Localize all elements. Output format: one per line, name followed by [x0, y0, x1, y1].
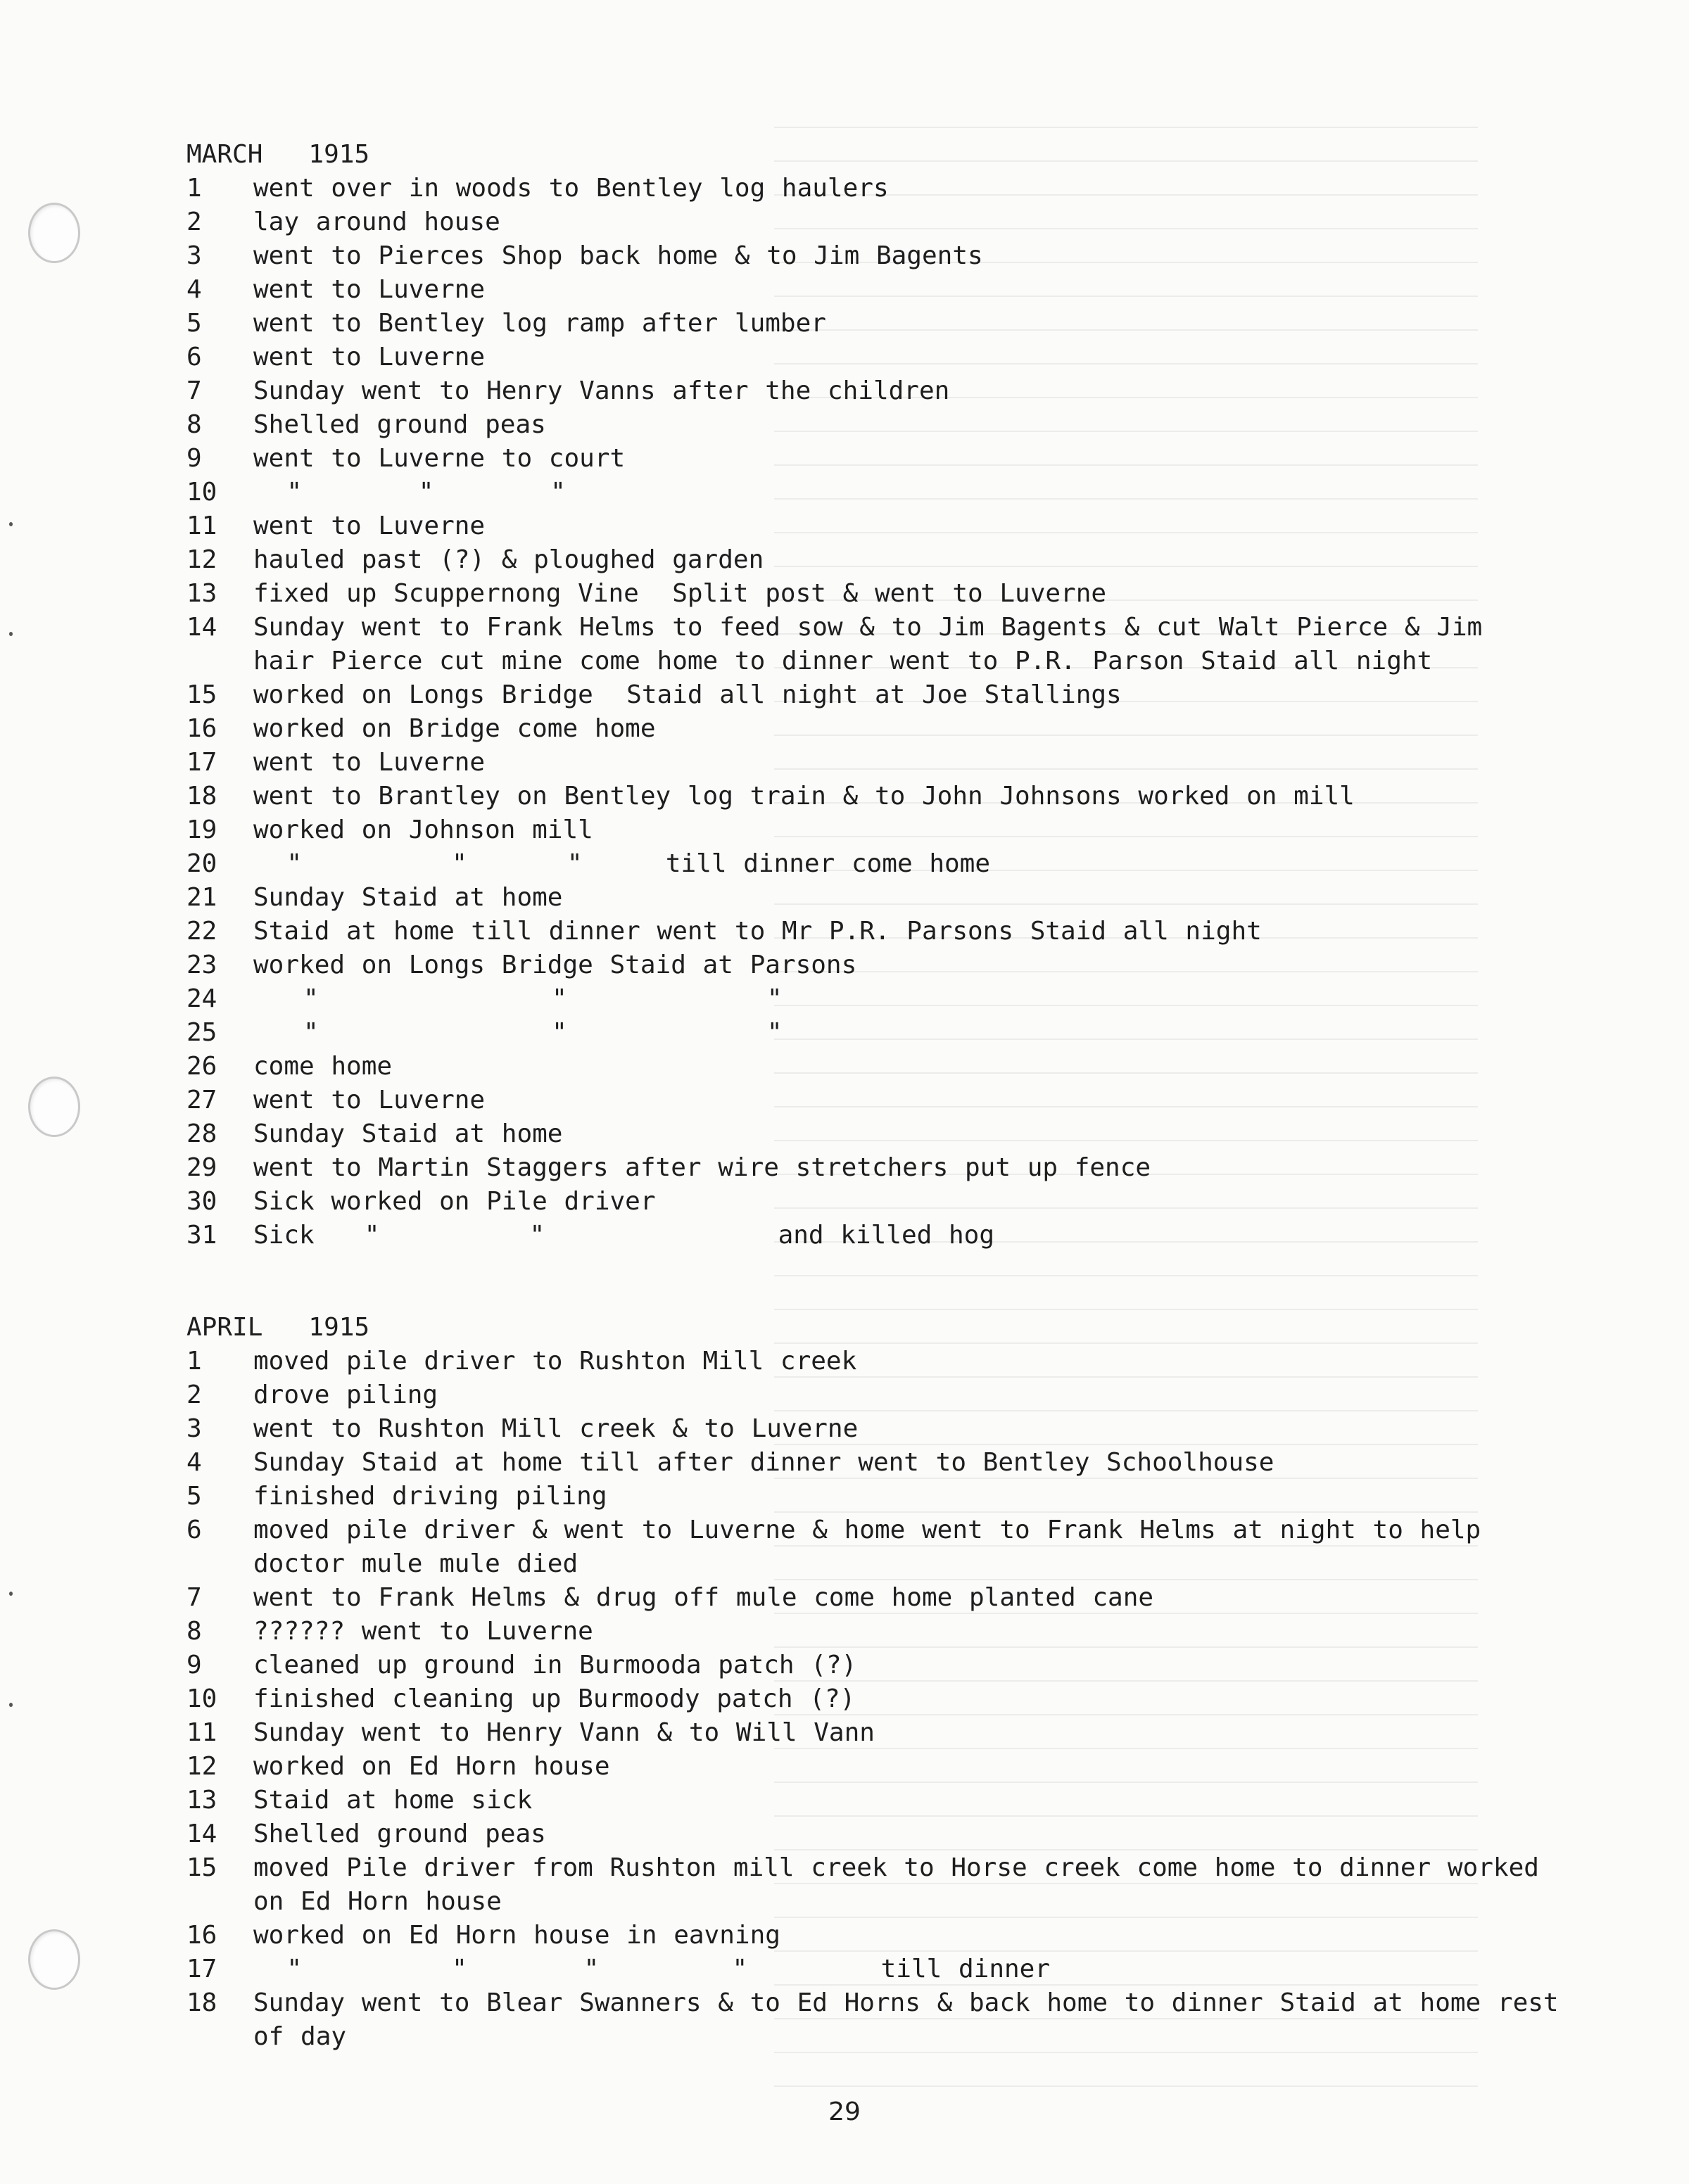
- entry-text: went to Bentley log ramp after lumber: [253, 309, 826, 338]
- diary-entry: [186, 1615, 1559, 1649]
- paper-speck: [9, 1703, 13, 1707]
- march-heading: MARCH 1915: [186, 140, 370, 169]
- entry-day-number: 14: [186, 613, 217, 642]
- page-number: 29: [828, 2097, 861, 2126]
- diary-entry: [186, 239, 1559, 273]
- entry-text: " " ": [253, 478, 566, 507]
- april-heading: APRIL 1915: [186, 1313, 370, 1342]
- diary-entry: [186, 172, 1559, 205]
- diary-entry: [186, 847, 1559, 881]
- entry-day-number: 2: [186, 208, 202, 236]
- entry-day-number: 7: [186, 1583, 202, 1612]
- diary-entry: [186, 611, 1559, 678]
- entry-day-number: 13: [186, 1786, 217, 1815]
- entry-day-number: 28: [186, 1119, 217, 1148]
- entry-day-number: 2: [186, 1380, 202, 1409]
- diary-entry: [186, 476, 1559, 509]
- entry-text: went to Pierces Shop back home & to Jim Bagents: [253, 241, 983, 270]
- entry-text: went to Frank Helms & drug off mule come home planted cane: [253, 1583, 1154, 1612]
- diary-entry: [186, 1151, 1559, 1185]
- entry-text: went to Luverne: [253, 748, 486, 777]
- entry-day-number: 31: [186, 1221, 217, 1250]
- entry-day-number: 23: [186, 951, 217, 979]
- entry-day-number: 26: [186, 1052, 217, 1081]
- entry-day-number: 27: [186, 1086, 217, 1115]
- entry-day-number: 12: [186, 1752, 217, 1781]
- entry-day-number: 12: [186, 545, 217, 574]
- entry-text: finished driving piling: [253, 1482, 607, 1511]
- entry-text: Staid at home till dinner went to Mr P.R. Parsons Staid all night: [253, 917, 1262, 946]
- diary-entry: [186, 1345, 1559, 1378]
- entry-text: worked on Bridge come home: [253, 714, 656, 743]
- diary-entry: [186, 1117, 1559, 1151]
- entry-day-number: 4: [186, 1448, 202, 1477]
- diary-entry: [186, 205, 1559, 239]
- diary-entry: [186, 1851, 1559, 1919]
- diary-entry: [186, 712, 1559, 746]
- diary-entry: [186, 915, 1559, 948]
- entry-day-number: 11: [186, 512, 217, 540]
- entry-text: come home: [253, 1052, 393, 1081]
- entry-text: went over in woods to Bentley log haulers: [253, 174, 889, 203]
- entry-text: Sunday went to Henry Vann & to Will Vann: [253, 1718, 875, 1747]
- april-entries: [186, 1345, 1576, 2054]
- entry-day-number: 10: [186, 478, 217, 507]
- april-section: [186, 1311, 1576, 2054]
- diary-entry: [186, 1682, 1559, 1716]
- entry-day-number: 9: [186, 444, 202, 473]
- entry-day-number: 5: [186, 1482, 202, 1511]
- entry-text: worked on Ed Horn house: [253, 1752, 610, 1781]
- entry-text: Shelled ground peas: [253, 1820, 546, 1848]
- punch-hole-bottom: [28, 1929, 80, 1990]
- paper-speck: [9, 522, 13, 526]
- march-section: [186, 138, 1559, 1252]
- diary-entry: [186, 408, 1559, 442]
- paper-speck: [9, 632, 13, 636]
- entry-text: worked on Longs Bridge Staid all night at Joe Stallings: [253, 680, 1122, 709]
- diary-entry: [186, 273, 1559, 307]
- entry-text: Sunday Staid at home: [253, 1119, 563, 1148]
- march-entries: [186, 172, 1559, 1252]
- entry-day-number: 1: [186, 1347, 202, 1376]
- entry-text: moved pile driver to Rushton Mill creek: [253, 1347, 857, 1376]
- entry-day-number: 17: [186, 748, 217, 777]
- entry-text: Sunday Staid at home till after dinner went to Bentley Schoolhouse: [253, 1448, 1274, 1477]
- diary-entry: [186, 1953, 1559, 1986]
- paper-speck: [9, 1592, 13, 1596]
- entry-text: Sunday went to Henry Vanns after the children: [253, 376, 950, 405]
- entry-text: went to Luverne: [253, 343, 486, 372]
- diary-entry: [186, 1817, 1559, 1851]
- entry-day-number: 4: [186, 275, 202, 304]
- entry-text: went to Luverne: [253, 275, 486, 304]
- diary-entry: [186, 1581, 1559, 1615]
- entry-day-number: 9: [186, 1651, 202, 1680]
- diary-entry: [186, 1513, 1559, 1581]
- entry-text: worked on Ed Horn house in eavning: [253, 1921, 780, 1950]
- diary-entry: [186, 1784, 1559, 1817]
- entry-text: went to Martin Staggers after wire stretchers put up fence: [253, 1153, 1151, 1182]
- diary-entry: [186, 813, 1559, 847]
- diary-entry: [186, 1750, 1559, 1784]
- diary-entry: [186, 442, 1559, 476]
- entry-day-number: 20: [186, 849, 217, 878]
- entry-day-number: 8: [186, 410, 202, 439]
- entry-day-number: 15: [186, 680, 217, 709]
- entry-text: Sick worked on Pile driver: [253, 1187, 656, 1216]
- diary-entry: [186, 1919, 1559, 1953]
- diary-entry: [186, 1219, 1559, 1252]
- diary-entry: [186, 780, 1559, 813]
- diary-entry: [186, 543, 1559, 577]
- entry-day-number: 17: [186, 1955, 217, 1983]
- entry-text: finished cleaning up Burmoody patch (?): [253, 1684, 856, 1713]
- entry-day-number: 24: [186, 984, 217, 1013]
- diary-entry: [186, 881, 1559, 915]
- entry-day-number: 1: [186, 174, 202, 203]
- entry-day-number: 6: [186, 343, 202, 372]
- entry-day-number: 18: [186, 782, 217, 811]
- entry-day-number: 18: [186, 1988, 217, 2017]
- entry-text: Sick " " and killed hog: [253, 1221, 994, 1250]
- entry-text: hauled past (?) & ploughed garden: [253, 545, 764, 574]
- entry-text: moved pile driver & went to Luverne & home went to Frank Helms at night to help doctor mule mule died: [253, 1516, 1498, 1578]
- diary-entry: [186, 1986, 1576, 2054]
- diary-entry: [186, 509, 1559, 543]
- diary-entry: [186, 1050, 1559, 1084]
- entry-day-number: 10: [186, 1684, 217, 1713]
- entry-text: went to Rushton Mill creek & to Luverne: [253, 1414, 859, 1443]
- diary-entry: [186, 982, 1559, 1016]
- diary-entry: [186, 1446, 1559, 1480]
- entry-day-number: 19: [186, 815, 217, 844]
- entry-text: moved Pile driver from Rushton mill creek to Horse creek come home to dinner worked on Ed Horn house: [253, 1853, 1556, 1916]
- entry-day-number: 3: [186, 1414, 202, 1443]
- diary-entry: [186, 1016, 1559, 1050]
- entry-text: went to Luverne: [253, 1086, 486, 1115]
- entry-text: worked on Johnson mill: [253, 815, 593, 844]
- diary-entry: [186, 1412, 1559, 1446]
- entry-day-number: 21: [186, 883, 217, 912]
- entry-text: cleaned up ground in Burmooda patch (?): [253, 1651, 857, 1680]
- diary-entry: [186, 341, 1559, 374]
- entry-text: " " " " till dinner: [253, 1955, 1051, 1983]
- entry-text: ?????? went to Luverne: [253, 1617, 593, 1646]
- punch-hole-middle: [28, 1077, 80, 1137]
- entry-text: " " ": [253, 1018, 783, 1047]
- entry-day-number: 11: [186, 1718, 217, 1747]
- diary-entry: [186, 1649, 1559, 1682]
- entry-text: fixed up Scuppernong Vine Split post & went to Luverne: [253, 579, 1107, 608]
- entry-text: " " " till dinner come home: [253, 849, 991, 878]
- entry-day-number: 7: [186, 376, 202, 405]
- entry-day-number: 25: [186, 1018, 217, 1047]
- entry-text: went to Luverne: [253, 512, 486, 540]
- entry-text: worked on Longs Bridge Staid at Parsons: [253, 951, 857, 979]
- diary-entry: [186, 1084, 1559, 1117]
- entry-day-number: 14: [186, 1820, 217, 1848]
- entry-text: Sunday went to Frank Helms to feed sow & to Jim Bagents & cut Walt Pierce & Jim hair Pierce cut mine come home to dinner went to P.R. Parson Staid all night: [253, 613, 1499, 675]
- diary-entry: [186, 678, 1559, 712]
- entry-day-number: 5: [186, 309, 202, 338]
- diary-entry: [186, 307, 1559, 341]
- entry-day-number: 8: [186, 1617, 202, 1646]
- diary-entry: [186, 577, 1559, 611]
- diary-entry: [186, 948, 1559, 982]
- entry-text: " " ": [253, 984, 783, 1013]
- entry-day-number: 6: [186, 1516, 202, 1544]
- entry-text: drove piling: [253, 1380, 438, 1409]
- diary-entry: [186, 1378, 1559, 1412]
- entry-day-number: 16: [186, 714, 217, 743]
- entry-day-number: 29: [186, 1153, 217, 1182]
- diary-entry: [186, 1716, 1559, 1750]
- entry-text: went to Luverne to court: [253, 444, 626, 473]
- entry-day-number: 16: [186, 1921, 217, 1950]
- entry-day-number: 15: [186, 1853, 217, 1882]
- diary-entry: [186, 1185, 1559, 1219]
- entry-day-number: 22: [186, 917, 217, 946]
- entry-text: Sunday went to Blear Swanners & to Ed Horns & back home to dinner Staid at home rest of day: [253, 1988, 1576, 2051]
- entry-text: went to Brantley on Bentley log train & to John Johnsons worked on mill: [253, 782, 1355, 811]
- entry-day-number: 30: [186, 1187, 217, 1216]
- entry-text: Shelled ground peas: [253, 410, 546, 439]
- entry-text: lay around house: [253, 208, 500, 236]
- diary-entry: [186, 1480, 1559, 1513]
- diary-entry: [186, 746, 1559, 780]
- diary-entry: [186, 374, 1559, 408]
- entry-text: Staid at home sick: [253, 1786, 533, 1815]
- punch-hole-top: [28, 203, 80, 263]
- entry-text: Sunday Staid at home: [253, 883, 563, 912]
- entry-day-number: 13: [186, 579, 217, 608]
- entry-day-number: 3: [186, 241, 202, 270]
